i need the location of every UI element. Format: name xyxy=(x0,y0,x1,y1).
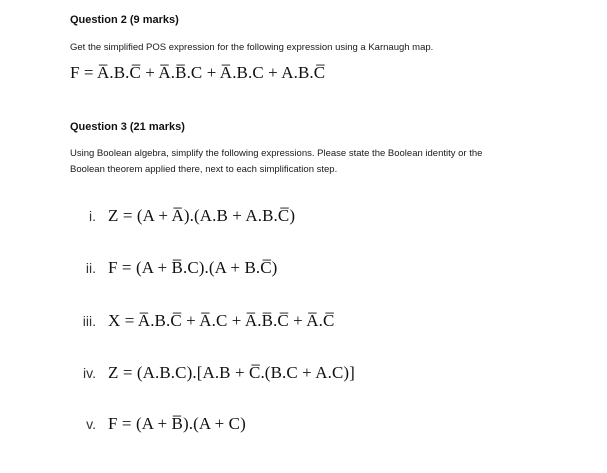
item-expression: Z = (A + A̅).(A.B + A.B.C̅) xyxy=(108,206,296,225)
expression-item-i xyxy=(0,206,607,232)
question-3-instructions-line-2: Boolean theorem applied there, next to each simplification step. xyxy=(70,164,338,175)
item-numeral: iv. xyxy=(83,365,96,381)
item-numeral: iii. xyxy=(82,313,96,329)
question-2-instructions: Get the simplified POS expression for the following expression using a Karnaugh map. xyxy=(70,42,434,53)
question-3-title: Question 3 (21 marks) xyxy=(70,121,185,133)
expression-item-v xyxy=(0,414,607,440)
question-2-title: Question 2 (9 marks) xyxy=(70,14,179,26)
item-expression: X = A̅.B.C̅ + A̅.C + A̅.B̅.C̅ + A̅.C̅ xyxy=(108,311,335,330)
expression-item-ii xyxy=(0,258,607,284)
item-numeral: ii. xyxy=(85,260,96,276)
expression-item-iv xyxy=(0,363,607,389)
item-numeral: v. xyxy=(86,416,96,432)
expression-item-iii xyxy=(0,311,607,337)
item-expression: F = (A + B̅).(A + C) xyxy=(108,414,246,433)
question-2-expression: F = A̅.B.C̅ + A̅.B̅.C + A̅.B.C + A.B.C̅ xyxy=(70,63,326,82)
question-3-instructions-line-1: Using Boolean algebra, simplify the following expressions. Please state the Boolean identity or the xyxy=(70,148,483,159)
item-numeral: i. xyxy=(89,208,96,224)
item-expression: F = (A + B̅.C).(A + B.C̅) xyxy=(108,258,278,277)
item-expression: Z = (A.B.C).[A.B + C̅.(B.C + A.C)] xyxy=(108,363,355,382)
